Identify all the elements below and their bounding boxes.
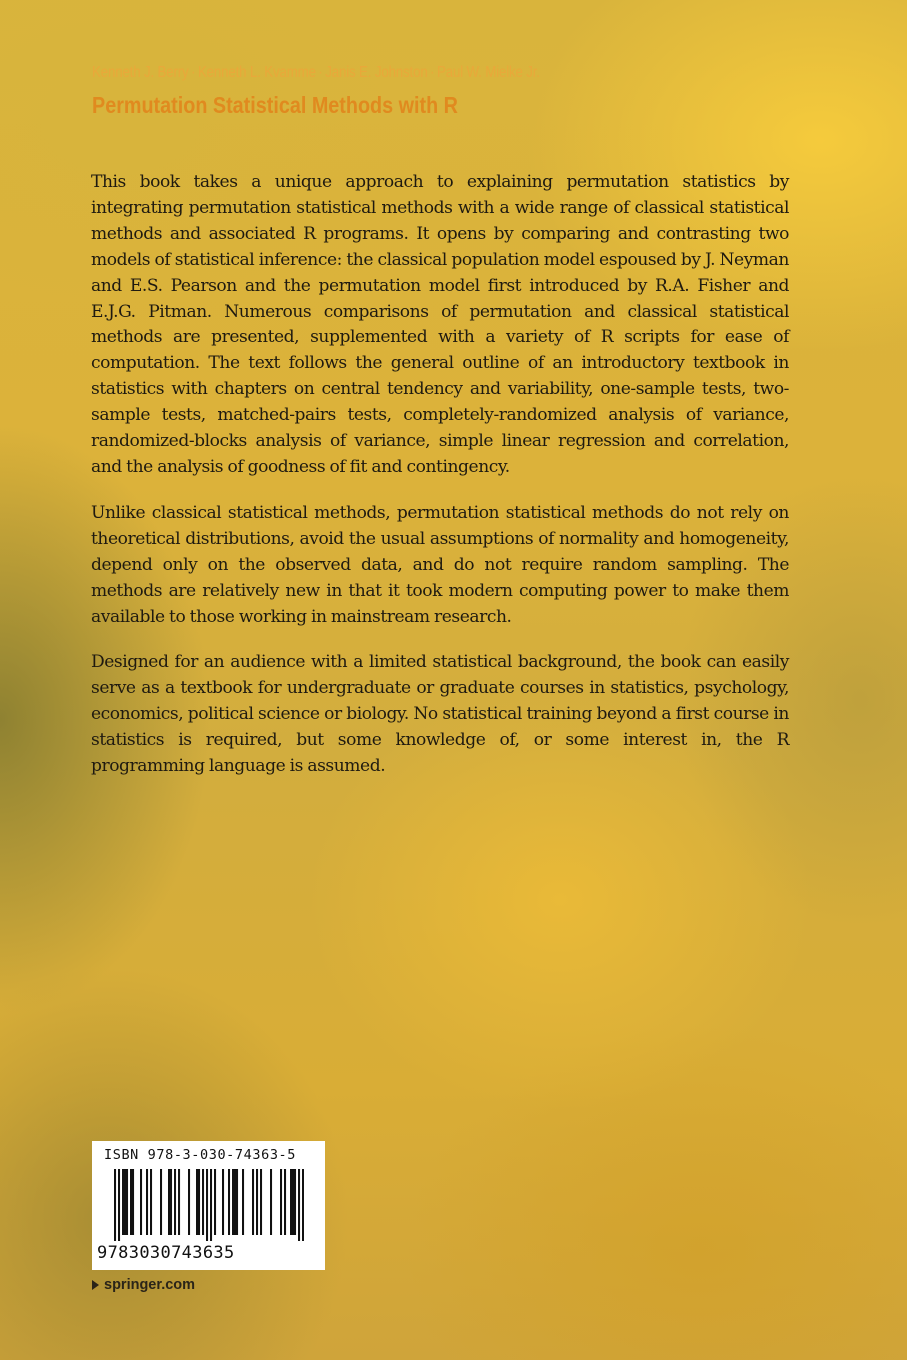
- barcode-bar: [290, 1169, 292, 1235]
- barcode-bar: [198, 1169, 200, 1235]
- barcode-bar: [214, 1169, 216, 1235]
- author-name: Paul W. Mielke Jr.: [436, 64, 540, 81]
- barcode-guard-bar: [298, 1169, 300, 1241]
- barcode-bar: [124, 1169, 126, 1235]
- barcode-bar: [140, 1169, 142, 1235]
- author-name: Janis E. Johnston: [325, 64, 428, 81]
- isbn-barcode: [92, 1141, 325, 1270]
- author-separator: ·: [191, 64, 196, 81]
- barcode-bar: [122, 1169, 124, 1235]
- publisher-url: springer.com: [104, 1277, 196, 1293]
- barcode-bar: [202, 1169, 204, 1235]
- barcode-bar: [222, 1169, 224, 1235]
- blurb-text: [91, 170, 789, 800]
- barcode-bar: [160, 1169, 162, 1235]
- barcode-bar: [126, 1169, 128, 1235]
- barcode-bar: [270, 1169, 272, 1235]
- barcode-bar: [130, 1169, 132, 1235]
- barcode-guard-bar: [118, 1169, 120, 1241]
- author-separator: ·: [430, 64, 435, 81]
- isbn-label: ISBN 978-3-030-74363-5: [104, 1147, 297, 1163]
- barcode-bar: [146, 1169, 148, 1235]
- blurb-paragraph: This book takes a unique approach to explaining permutation statistics by integrating permutation statistical methods with a wide range of classical statistical methods and associated R programs. It opens by comparing and contrasting two models of statistical inference: the classical population model espoused by J. Neyman and E.S. Pearson and the permutation model first introduced by R.A. Fisher and E.J.G. Pitman. Numerous comparisons of permutation and classical statistical methods are presented, supplemented with a variety of R scripts for ease of computation. The text follows the general outline of an introductory textbook in statistics with chapters on central tendency and variability, one-sample tests, two-sample tests, matched-pairs tests, completely-randomized analysis of variance, randomized-blocks analysis of variance, simple linear regression and correlation, and the analysis of goodness of fit and contingency.: [91, 172, 789, 477]
- barcode-guard-bar: [302, 1169, 304, 1241]
- author-separator: ·: [318, 64, 323, 81]
- barcode-bar: [236, 1169, 238, 1235]
- publisher-link[interactable]: [92, 1277, 195, 1293]
- barcode-bar: [294, 1169, 296, 1235]
- author-list: [92, 64, 711, 82]
- barcode-bar: [280, 1169, 282, 1235]
- barcode-bar: [252, 1169, 254, 1235]
- author-name: Kenneth J. Berry: [92, 64, 189, 81]
- barcode-bar: [196, 1169, 198, 1235]
- blurb-paragraph: Unlike classical statistical methods, permutation statistical methods do not rely on theoretical distributions, avoid the usual assumptions of normality and homogeneity, depend only on the observed data, and do not require random sampling. The methods are relatively new in that it took modern computing power to make them available to those working in mainstream research.: [91, 502, 789, 627]
- blurb-paragraph: Designed for an audience with a limited statistical background, the book can easily serve as a textbook for undergraduate or graduate courses in statistics, psychology, economics, political science or biology. No statistical training beyond a first course in statistics is required, but some knowledge of, or some interest in, the R programming language is assumed.: [91, 652, 789, 777]
- barcode-bar: [168, 1169, 170, 1235]
- barcode-guard-bar: [210, 1169, 212, 1241]
- barcode-bar: [242, 1169, 244, 1235]
- book-title: Permutation Statistical Methods with R: [92, 92, 458, 118]
- barcode-bars: [114, 1169, 304, 1241]
- barcode-bar: [228, 1169, 230, 1235]
- barcode-bar: [178, 1169, 180, 1235]
- barcode-bar: [132, 1169, 134, 1235]
- barcode-bar: [256, 1169, 258, 1235]
- arrow-right-icon: [92, 1280, 99, 1290]
- barcode-bar: [188, 1169, 190, 1235]
- barcode-guard-bar: [114, 1169, 116, 1241]
- barcode-bar: [150, 1169, 152, 1235]
- barcode-bar: [170, 1169, 172, 1235]
- barcode-bar: [284, 1169, 286, 1235]
- barcode-bar: [174, 1169, 176, 1235]
- author-name: Kenneth L. Kvamme: [197, 64, 316, 81]
- barcode-bar: [232, 1169, 234, 1235]
- barcode-bar: [234, 1169, 236, 1235]
- barcode-bar: [260, 1169, 262, 1235]
- barcode-guard-bar: [206, 1169, 208, 1241]
- ean-digits: 9783030743635: [97, 1243, 235, 1263]
- barcode-bar: [292, 1169, 294, 1235]
